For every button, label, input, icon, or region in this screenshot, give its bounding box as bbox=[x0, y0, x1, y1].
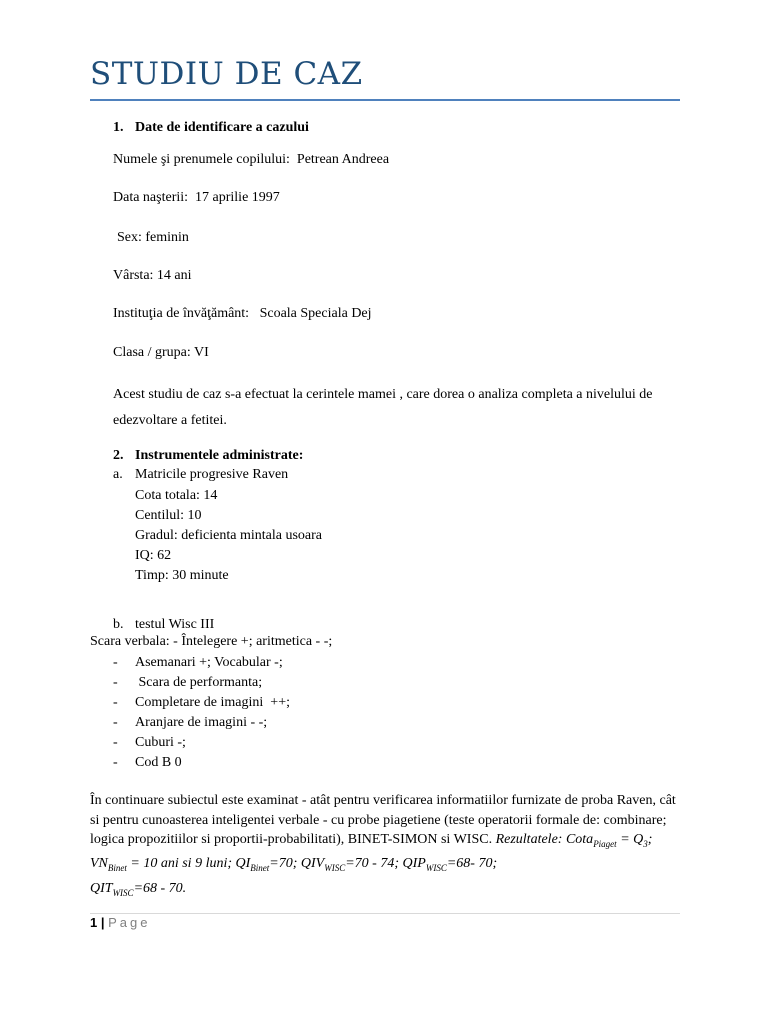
wisc-subtest-item: - Scara de performanta; bbox=[113, 675, 263, 690]
wisc-subtest-item: - Completare de imagini ++; bbox=[113, 695, 290, 710]
section-2-heading bbox=[113, 448, 303, 464]
section-2-number: 2. bbox=[113, 448, 124, 463]
raven-result-item: IQ: 62 bbox=[135, 548, 172, 563]
conclusion-paragraph bbox=[90, 791, 680, 903]
birth-date-label: Data naşterii: bbox=[113, 190, 189, 205]
wisc-subtest-item: - Aranjare de imagini - -; bbox=[113, 715, 268, 730]
section-2-title: Instrumentele administrate: bbox=[135, 448, 304, 463]
item-b-title: testul Wisc III bbox=[135, 617, 215, 632]
conclusion-text: În continuare subiectul este examinat - atât pentru verificarea informatiilor furnizate de proba Raven, cât si pentru cunoasterea inteligentei verbale - cu probe piagetiene (teste operatorii formale de: combinare; logica propozitiilor si proportii-probabilitati), BINET-SIMON si WISC. bbox=[90, 793, 676, 847]
birth-date-value: 17 aprilie 1997 bbox=[195, 190, 280, 205]
footer-divider bbox=[90, 913, 680, 914]
item-b-row bbox=[113, 617, 214, 633]
section-1-title: Date de identificare a cazului bbox=[135, 120, 309, 135]
title-divider bbox=[90, 99, 680, 101]
raven-result-item: Gradul: deficienta mintala usoara bbox=[135, 528, 322, 543]
institution-value: Scoala Speciala Dej bbox=[259, 306, 372, 321]
age-row: Vârsta: 14 ani bbox=[113, 268, 192, 283]
raven-result-item: Timp: 30 minute bbox=[135, 568, 229, 583]
institution-label: Instituţia de învăţământ: bbox=[113, 306, 250, 321]
page-number: 1 bbox=[90, 915, 98, 930]
child-name-label: Numele şi prenumele copilului: bbox=[113, 152, 290, 167]
wisc-subtest-item: - Asemanari +; Vocabular -; bbox=[113, 655, 283, 670]
raven-result-item: Cota totala: 14 bbox=[135, 488, 218, 503]
section-1-number: 1. bbox=[113, 120, 124, 135]
footer-page-label: Page bbox=[108, 915, 151, 930]
page-footer bbox=[90, 915, 151, 930]
item-a-marker: a. bbox=[113, 467, 123, 482]
page-title: STUDIU DE CAZ bbox=[90, 56, 363, 92]
child-name-row bbox=[113, 152, 389, 168]
institution-row bbox=[113, 306, 372, 322]
case-description: Acest studiu de caz s-a efectuat la cerintele mamei , care dorea o analiza completa a nivelului de edezvoltare a fetitei. bbox=[113, 387, 653, 428]
item-a-title: Matricile progresive Raven bbox=[135, 467, 289, 482]
child-name-value: Petrean Andreea bbox=[296, 152, 390, 167]
class-row: Clasa / grupa: VI bbox=[113, 345, 209, 360]
results-text: Rezultatele: Cota$_{Piaget}$ = $Q_3$; $VN_{Binet} = 10$ ani si 9 luni; $QI_{Binet}=70$; $QIV_{WISC}=70 - 74$; $QIP_{WISC}=68-$ 70; $QIT_{WISC}=68 - 70$. bbox=[90, 832, 653, 898]
wisc-subtest-item: - Cod B 0 bbox=[113, 755, 182, 770]
wisc-subtests-list bbox=[113, 653, 290, 773]
raven-result-item: Centilul: 10 bbox=[135, 508, 202, 523]
item-b-marker: b. bbox=[113, 617, 124, 632]
wisc-subtest-item: - Cuburi -; bbox=[113, 735, 186, 750]
sex-row: Sex: feminin bbox=[117, 230, 189, 245]
section-1-heading bbox=[113, 120, 309, 136]
footer-separator: | bbox=[100, 915, 105, 930]
item-a-row bbox=[113, 467, 288, 483]
verbal-scale-row: Scara verbala: - Întelegere +; aritmetica - -; bbox=[90, 634, 333, 649]
birth-date-row bbox=[113, 190, 280, 206]
raven-results-list bbox=[135, 486, 322, 586]
